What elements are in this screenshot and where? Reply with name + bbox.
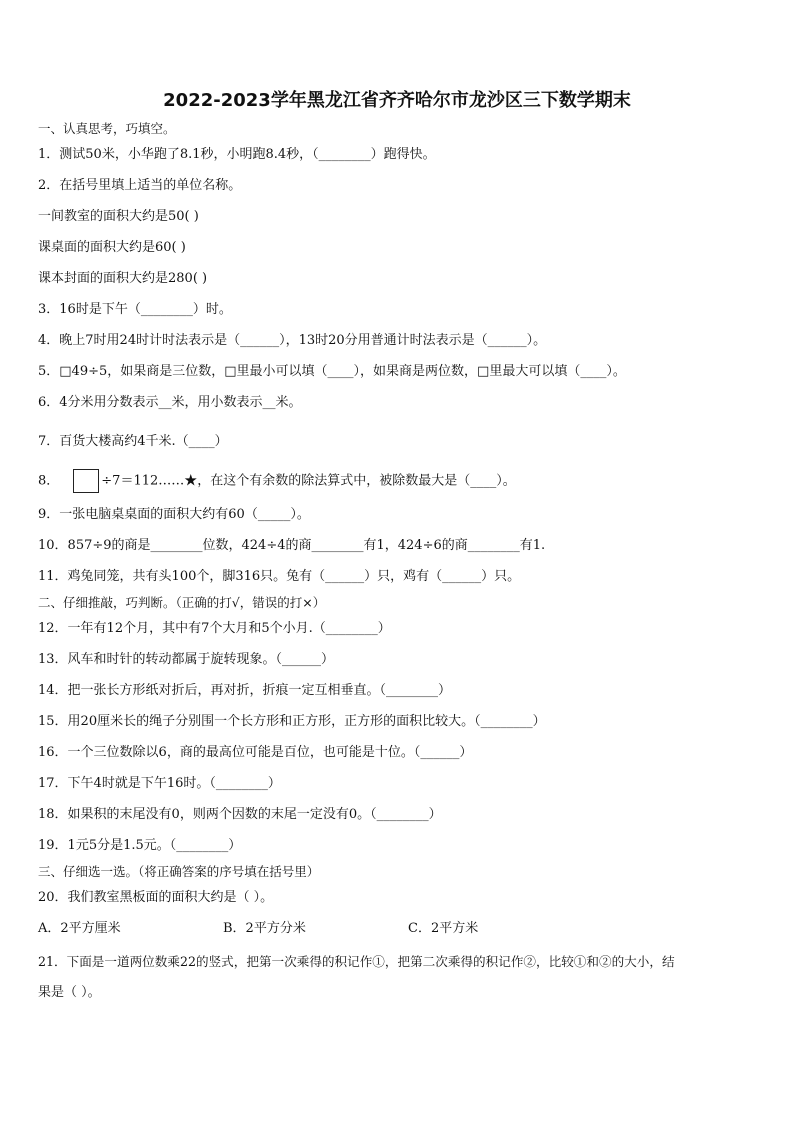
option-b: B．2平方分米 <box>223 921 306 936</box>
option-a: A．2平方厘米 <box>38 921 121 936</box>
answer-blank-box <box>73 469 99 493</box>
question-5: 5．□49÷5，如果商是三位数，□里最小可以填（____），如果商是两位数，□里最大可以填（____）。 <box>38 364 626 379</box>
question-21: 21．下面是一道两位数乘22的竖式，把第一次乘得的积记作①，把第二次乘得的积记作②，比较①和②的大小，结 <box>38 954 675 969</box>
question-21-continued: 果是（ ）。 <box>38 985 101 1000</box>
question-12: 12．一年有12个月，其中有7个大月和5个小月.（________） <box>38 621 391 636</box>
question-8-number: 8． <box>38 473 60 489</box>
option-c: C．2平方米 <box>408 921 479 936</box>
question-18: 18．如果积的末尾没有0，则两个因数的末尾一定没有0。（________） <box>38 807 442 822</box>
question-2-item-a: 一间教室的面积大约是50( ) <box>38 209 199 224</box>
question-8-text: ÷7＝112……★，在这个有余数的除法算式中，被除数最大是（____）。 <box>101 473 516 489</box>
question-2-item-b: 课桌面的面积大约是60( ) <box>38 240 186 255</box>
question-20: 20．我们教室黑板面的面积大约是（ ）。 <box>38 890 274 905</box>
question-15: 15．用20厘米长的绳子分别围一个长方形和正方形，正方形的面积比较大。（________） <box>38 714 546 729</box>
question-8 <box>38 469 758 493</box>
section-heading-1: 一、认真思考，巧填空。 <box>38 121 176 136</box>
question-11: 11．鸡兔同笼，共有头100个，脚316只。兔有（______）只，鸡有（______）只。 <box>38 569 521 584</box>
question-16: 16．一个三位数除以6，商的最高位可能是百位，也可能是十位。（______） <box>38 745 473 760</box>
question-13: 13．风车和时针的转动都属于旋转现象。（______） <box>38 652 335 667</box>
question-3: 3．16时是下午（________）时。 <box>38 302 232 317</box>
question-14: 14．把一张长方形纸对折后，再对折，折痕一定互相垂直。（________） <box>38 683 452 698</box>
question-17: 17．下午4时就是下午16时。（________） <box>38 776 281 791</box>
question-7: 7．百货大楼高约4千米.（____） <box>38 434 228 449</box>
question-10: 10．857÷9的商是________位数，424÷4的商________有1，424÷6的商________有1. <box>38 538 546 553</box>
question-9: 9．一张电脑桌桌面的面积大约有60（_____）。 <box>38 507 310 522</box>
page-title: 2022-2023学年黑龙江省齐齐哈尔市龙沙区三下数学期末 <box>163 90 631 111</box>
question-2: 2．在括号里填上适当的单位名称。 <box>38 178 242 193</box>
question-6: 6．4分米用分数表示__米，用小数表示__米。 <box>38 395 302 410</box>
section-heading-3: 三、仔细选一选。（将正确答案的序号填在括号里） <box>38 864 320 879</box>
question-2-item-c: 课本封面的面积大约是280( ) <box>38 271 208 286</box>
question-20-options <box>38 920 758 938</box>
question-1: 1．测试50米，小华跑了8.1秒，小明跑8.4秒，（________）跑得快。 <box>38 147 436 162</box>
section-heading-2: 二、仔细推敲，巧判断。（正确的打√，错误的打×） <box>38 595 326 610</box>
question-19: 19．1元5分是1.5元。（________） <box>38 838 242 853</box>
question-4: 4．晚上7时用24时计时法表示是（______），13时20分用普通计时法表示是（______）。 <box>38 333 547 348</box>
